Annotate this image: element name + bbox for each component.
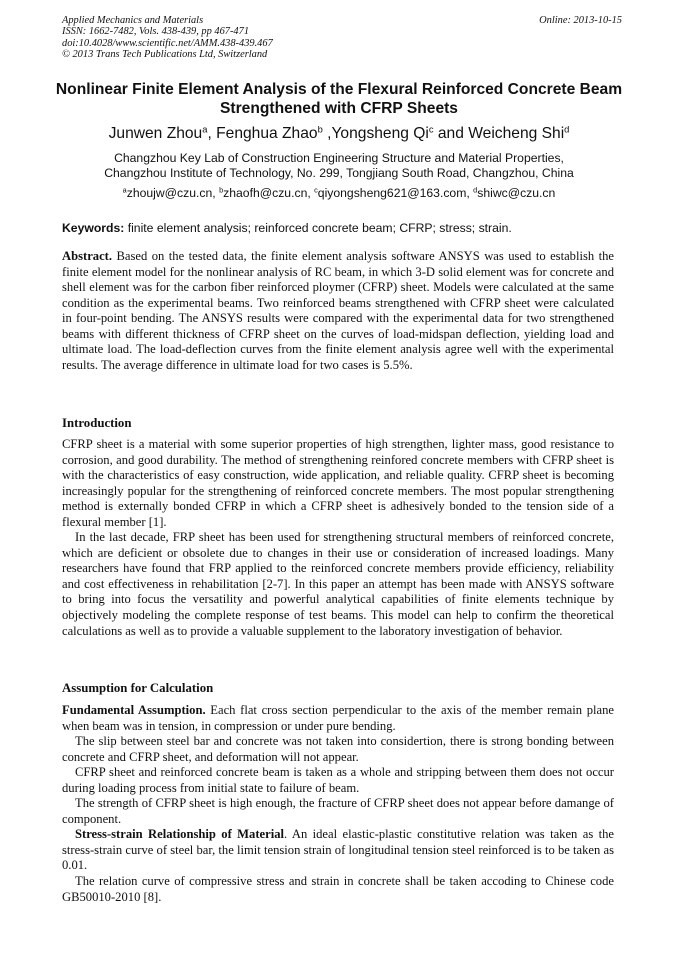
paragraph-text: Each flat cross section perpendicular to the axis of the member remain plane when beam was in tension, in compression or under pure bending.: [62, 703, 614, 733]
paragraph: The slip between steel bar and concrete was not taken into considertion, there is strong bonding between concrete and CFRP sheet, and deformation will not appear.: [62, 734, 614, 764]
author-mark: b: [317, 124, 323, 135]
affiliation-line: Changzhou Institute of Technology, No. 299, Tongjiang South Road, Changzhou, China: [104, 165, 574, 180]
author-name: Yongsheng Qi: [331, 125, 429, 142]
journal-header: [62, 15, 622, 61]
author-separator: ,: [322, 125, 332, 142]
author-list: [40, 125, 638, 143]
copyright-line: © 2013 Trans Tech Publications Ltd, Switzerland: [62, 49, 268, 61]
author-name: Weicheng Shi: [468, 125, 565, 142]
email-separator: ,: [212, 186, 220, 200]
assumption-section: [62, 703, 614, 905]
doi-line: doi:10.4028/www.scientific.net/AMM.438-439.467: [62, 37, 273, 49]
abstract-text: Based on the tested data, the finite element analysis software ANSYS was used to establish the finite element model for the nonlinear analysis of RC beam, in which 3-D solid element was for concrete and shell element was for the carbon fiber reinforced ploymer (CFRP) sheet. Models were calculated at the same condition as the experimental beams. Two reinforced beams strengthened with CFRP sheet were calculated in four-point bending. The ANSYS results were compared with the experimental data for two strengthened beams with different thickness of CFRP sheet on the curves of load-midspan deflection, yielding load and ultimate load. The load-deflection curves from the finite element analysis agree well with the experimental results. The average difference in ultimate load for two cases is 5.5%.: [62, 249, 614, 372]
paragraph: CFRP sheet and reinforced concrete beam is taken as a whole and stripping between them does not occur during loading process from initial state to failure of beam.: [62, 765, 614, 795]
keywords-label: Keywords:: [62, 221, 125, 235]
email-separator: ,: [466, 186, 474, 200]
paragraph: CFRP sheet is a material with some superior properties of high strengthen, lighter mass, good resistance to corrosion, and good durability. The method of strengthening reinfored concrete members with CFRP sheet is with the characteristics of easy construction, wide application, and reliable quality. CFRP sheet is becoming increasingly popular for the strengthening of reinforced concrete members. The most popular strengthening method is externally bonded CFRP in which a CFRP sheet is adhesively bonded to the tension side of a flexural member [1].: [62, 437, 614, 529]
introduction-heading: Introduction: [62, 416, 132, 430]
author-separator: ,: [207, 125, 217, 142]
affiliation-line: Changzhou Key Lab of Construction Engineering Structure and Material Properties,: [114, 151, 564, 165]
abstract-label: Abstract.: [62, 249, 113, 263]
paragraph: The strength of CFRP sheet is high enough, the fracture of CFRP sheet does not appear before damange of component.: [62, 796, 614, 826]
author-separator: and: [433, 125, 469, 142]
fundamental-assumption-label: Fundamental Assumption.: [62, 703, 206, 717]
email-address: shiwc@czu.cn: [477, 186, 556, 200]
author-name: Fenghua Zhao: [216, 125, 318, 142]
paragraph-text: . An ideal elastic-plastic constitutive relation was taken as the stress-strain curve of steel bar, the limit tension strain of longitudinal tension steel reinforced is to be taken as 0.01.: [62, 827, 614, 873]
online-date: Online: 2013-10-15: [539, 15, 622, 26]
paragraph: The relation curve of compressive stress and strain in concrete shall be taken accoding to Chinese code GB50010-2010 [8].: [62, 874, 614, 904]
author-mark: d: [564, 124, 570, 135]
email-mark: d: [473, 185, 478, 195]
affiliation: [40, 151, 638, 180]
journal-name: Applied Mechanics and Materials: [62, 15, 204, 26]
email-address: zhoujw@czu.cn: [126, 186, 213, 200]
author-mark: a: [202, 124, 208, 135]
paper-title: Nonlinear Finite Element Analysis of the Flexural Reinforced Concrete Beam Strengthened with CFRP Sheets: [55, 81, 623, 117]
stress-strain-label: Stress-strain Relationship of Material: [75, 827, 285, 842]
email-separator: ,: [307, 186, 315, 200]
issn-line: ISSN: 1662-7482, Vols. 438-439, pp 467-471: [62, 26, 250, 38]
email-list: [40, 186, 638, 200]
assumption-heading: Assumption for Calculation: [62, 681, 214, 695]
email-address: qiyongsheng621@163.com: [317, 186, 467, 200]
author-name: Junwen Zhou: [108, 125, 203, 142]
email-mark: b: [219, 185, 224, 195]
email-address: zhaofh@czu.cn: [223, 186, 308, 200]
paragraph: [62, 827, 614, 874]
keywords: [62, 221, 622, 235]
email-mark: a: [122, 185, 127, 195]
introduction-section: [62, 437, 614, 639]
paragraph: [62, 703, 614, 734]
paragraph: In the last decade, FRP sheet has been used for strengthening structural members of reinforced concrete, which are deficient or obsolete due to changes in their use or consideration of increased loadings. Many researchers have found that FRP applied to the reinforced concrete members provide efficiency, reliability and cost effectiveness in rehabilitation [2-7]. In this paper an attempt has been made with ANSYS software to bring into focus the versatility and powerful analytical capabilities of finite elements technique by objectively modeling the complete response of test beams. This model can help to confirm the theoretical calculations as well as to provide a valuable supplement to the laboratory investigation of behavior.: [62, 530, 614, 638]
keywords-text: finite element analysis; reinforced concrete beam; CFRP; stress; strain.: [124, 221, 512, 235]
author-mark: c: [428, 124, 434, 135]
abstract: [62, 249, 614, 373]
email-mark: c: [314, 185, 318, 195]
